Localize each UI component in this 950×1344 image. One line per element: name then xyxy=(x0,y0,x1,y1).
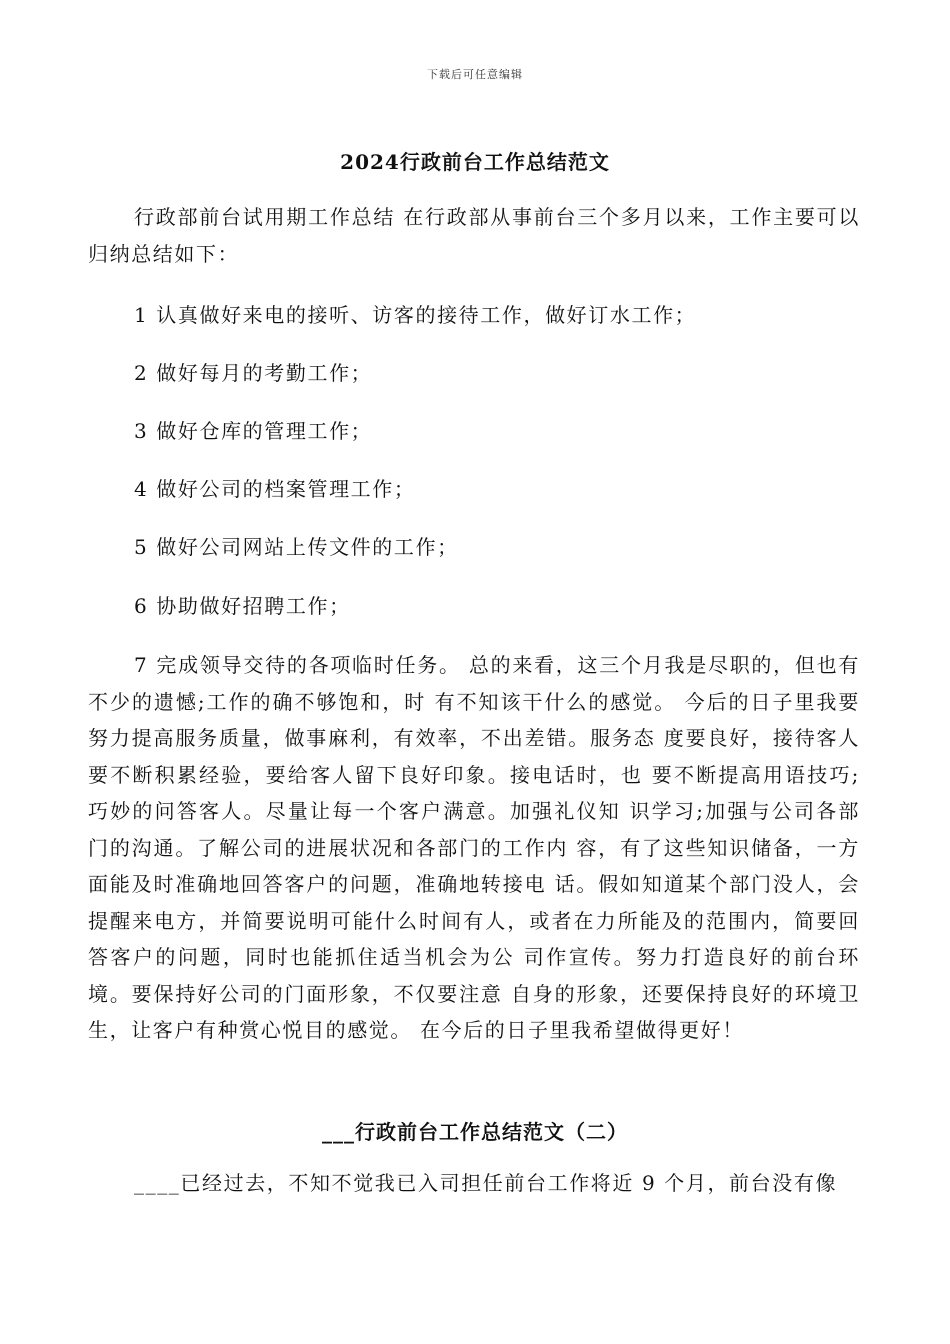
intro-paragraph: 行政部前台试用期工作总结 在行政部从事前台三个多月以来，工作主要可以归纳总结如下： xyxy=(88,205,860,266)
list-item: 1 认真做好来电的接听、访客的接待工作，做好订水工作； xyxy=(134,303,697,327)
list-item: 6 协助做好招聘工作； xyxy=(134,594,351,618)
section-title: ___行政前台工作总结范文（二） xyxy=(322,1120,628,1144)
summary-paragraph: 7 完成领导交待的各项临时任务。 总的来看，这三个月我是尽职的，但也有不少的遗憾;工作的确不够饱和，时 有不知该干什么的感觉。 今后的日子里我要努力提高服务质量，做事麻利，有效率，不出差错。服务态 度要良好，接待客人要不断积累经验，要给客人留下良好印象。接电话时，也 要不断提高用语技巧;巧妙的问答客人。尽量让每一个客户满意。加强礼仪知 识学习;加强与公司各部门的沟通。了解公司的进展状况和各部门的工作内 容，有了这些知识储备，一方面能及时准确地回答客户的问题，准确地转接电 话。假如知道某个部门没人，会提醒来电方，并简要说明可能什么时间有人，或者在力所能及的范围内，简要回答客户的问题，同时也能抓住适当机会为公 司作宣传。努力打造良好的前台环境。要保持好公司的门面形象，不仅要注意 自身的形象，还要保持良好的环境卫生，让客户有种赏心悦目的感觉。 在今后的日子里我希望做得更好！ xyxy=(88,653,860,1042)
section-paragraph: ____已经过去，不知不觉我已入司担任前台工作将近 9 个月，前台没有像 xyxy=(134,1171,838,1195)
list-item: 2 做好每月的考勤工作； xyxy=(134,361,373,385)
list-item: 5 做好公司网站上传文件的工作； xyxy=(134,535,459,559)
list-item: 3 做好仓库的管理工作； xyxy=(134,419,373,443)
header-note: 下载后可任意编辑 xyxy=(427,68,523,81)
list-item: 4 做好公司的档案管理工作； xyxy=(134,477,416,501)
document-title: 2024行政前台工作总结范文 xyxy=(340,150,610,174)
